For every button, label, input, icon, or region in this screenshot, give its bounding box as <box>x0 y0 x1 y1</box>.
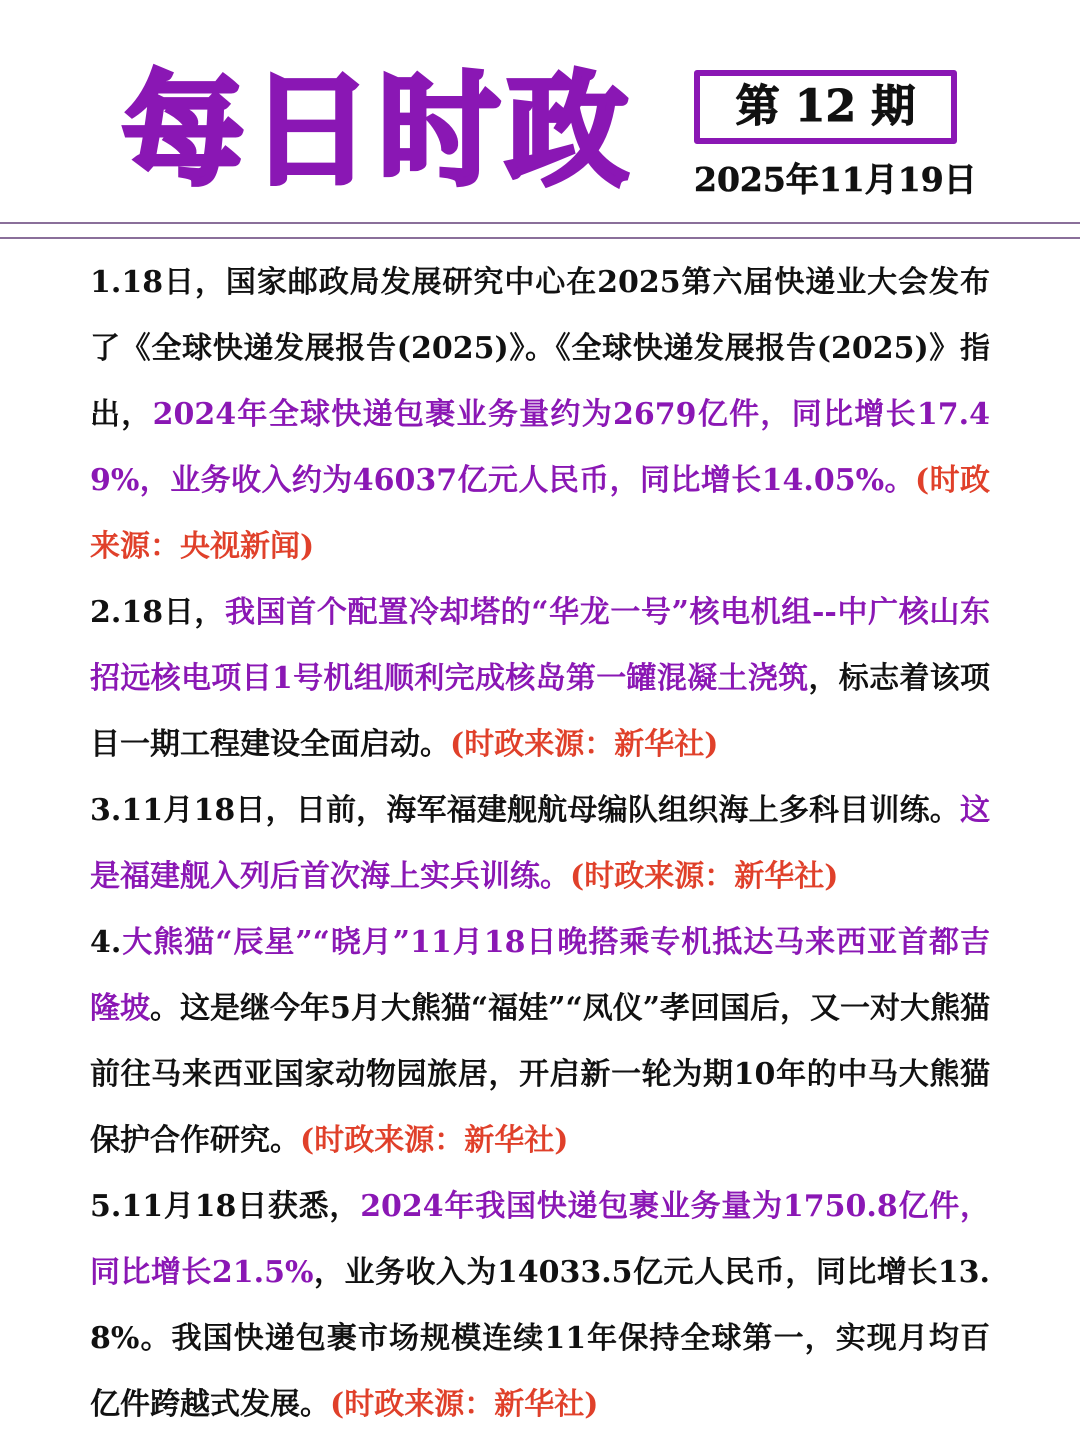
news-text-segment: ，业务收入为14033.5亿元人民币，同比增长13.8%。我国快递包裹市场规模连续11年保持全球第一，实现月均百亿件跨越式发展。 <box>90 1255 990 1422</box>
news-text-segment: 。这是继今年5月大熊猫“福娃”“凤仪”孝回国后，又一对大熊猫前往马来西亚国家动物园旅居，开启新一轮为期10年的中马大熊猫保护合作研究。 <box>90 991 990 1158</box>
news-item <box>90 910 990 1174</box>
news-item <box>90 580 990 778</box>
issue-number: 第 12 期 <box>735 81 916 132</box>
news-highlight-segment: 大熊猫“辰星”“晓月”11月18日晚搭乘专机抵达马来西亚首都吉隆坡 <box>90 925 990 1026</box>
issue-badge <box>694 70 957 144</box>
news-item <box>90 1174 990 1438</box>
header-divider-bottom <box>0 237 1080 239</box>
news-highlight-segment: 2024年全球快递包裹业务量约为2679亿件，同比增长17.49%，业务收入约为46037亿元人民币，同比增长14.05%。 <box>90 397 991 498</box>
news-highlight-segment: 我国首个配置冷却塔的“华龙一号”核电机组--中广核山东招远核电项目1号机组顺利完成核岛第一罐混凝土浇筑 <box>90 595 990 696</box>
news-text-segment: 3.11月18日，日前，海军福建舰航母编队组织海上多科目训练。 <box>90 793 960 828</box>
news-text-segment: 2.18日， <box>90 595 225 630</box>
news-source-label: (时政来源：新华社) <box>300 1123 569 1158</box>
news-text-segment: ，标志着该项目一期工程建设全面启动。 <box>90 661 991 762</box>
news-source-label: (时政来源：央视新闻) <box>90 463 990 564</box>
header-divider-top <box>0 222 1080 224</box>
news-highlight-segment: 2024年我国快递包裹业务量为1750.8亿件，同比增长21.5% <box>90 1189 990 1290</box>
news-source-label: (时政来源：新华社) <box>330 1387 599 1422</box>
news-text-segment: 4. <box>90 925 122 960</box>
news-source-label: (时政来源：新华社) <box>570 859 839 894</box>
news-item <box>90 778 990 910</box>
news-text-segment: 5.11月18日获悉， <box>90 1189 361 1224</box>
news-highlight-segment: 这是福建舰入列后首次海上实兵训练。 <box>90 793 990 894</box>
page-header <box>0 0 1080 240</box>
news-source-label: (时政来源：新华社) <box>450 727 719 762</box>
news-text-segment: 1.18日，国家邮政局发展研究中心在2025第六届快递业大会发布了《全球快递发展报告(2025)》。《全球快递发展报告(2025)》指出， <box>90 265 990 432</box>
news-item <box>90 250 990 580</box>
page-title: 每日时政 <box>122 60 634 202</box>
issue-date: 2025年11月19日 <box>694 160 977 199</box>
news-list <box>90 250 990 1438</box>
